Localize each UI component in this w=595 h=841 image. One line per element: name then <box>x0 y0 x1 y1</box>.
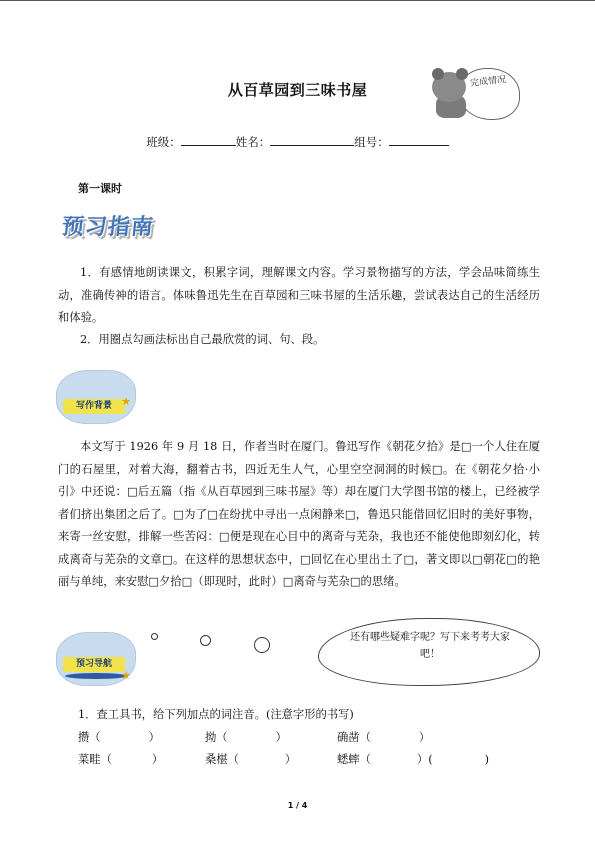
pinyin-item-prefix: 确凿（ <box>337 731 371 744</box>
page-title: 从百草园到三味书屋 <box>227 81 368 99</box>
preview-navigation-badge <box>56 632 136 686</box>
pinyin-row-2-col-2 <box>205 751 296 767</box>
pinyin-row-1-col-3 <box>337 729 430 745</box>
pinyin-row-1-col-2 <box>205 729 287 745</box>
writing-background-badge <box>56 370 136 424</box>
question-1: 1．查工具书，给下列加点的词注音。(注意字形的书写) <box>78 708 354 721</box>
bear-ear-icon <box>432 68 444 80</box>
writing-background-label: 写作背景 <box>63 399 125 414</box>
pinyin-item-suffix: ） <box>418 731 431 744</box>
lesson-heading: 第一课时 <box>78 182 122 195</box>
wave-icon <box>65 673 127 679</box>
thought-cloud-text: 还有哪些疑难字呢？写下来考考大家吧！ <box>350 632 510 660</box>
pinyin-item-suffix: ） <box>275 731 287 744</box>
pinyin-item-prefix: 蟋蟀（ <box>337 753 371 766</box>
pinyin-item-suffix: ） <box>148 731 160 744</box>
top-border-line <box>0 0 595 1</box>
guide-item-2: 2．用圈点勾画法标出自己最欣赏的词、句、段。 <box>80 333 325 346</box>
thought-bubble-dot <box>254 637 270 653</box>
star-icon: ★ <box>121 669 131 682</box>
pinyin-item-suffix: ）( <box>416 753 433 766</box>
background-paragraph: 本文写于 1926 年 9 月 18 日，作者当时在厦门。鲁迅写作《朝花夕拾》是□一个人住在厦门的石屋里，对着大海，翻着古书，四近无生人气，心里空空洞洞的时候□。在《朝花夕拾·小引》中还说：□后五篇（指《从百草园到三味书屋》等）却在厦门大学图书馆的楼上，已经被学者们挤出集团之后了。□为了□在纷扰中寻出一点闲静来□，鲁迅只能借回忆旧时的美好事物，来寄一丝安慰，排解一些苦闷：□便是现在心目中的离奇与芜杂，我也还不能使他即刻幻化，转成离奇与芜杂的文章□。在这样的思想状态中，□回忆在心里出土了□，著文即以□朝花□的艳丽与单纯，来安慰□夕拾□（即现时，此时）□离奇与芜杂□的思绪。 <box>58 440 540 588</box>
name-label: 姓名： <box>235 135 271 149</box>
pinyin-item-prefix: 攒（ <box>78 731 101 744</box>
thought-bubble-dot <box>151 633 158 640</box>
pinyin-row-2-col-3 <box>337 751 489 767</box>
student-info-line <box>0 133 595 150</box>
guide-item-1: 1．有感情地朗读课文，积累字词，理解课文内容。学习景物描写的方法，学会品味简练生动，准确传神的语言。体味鲁迅先生在百草园和三味书屋的生活乐趣，尝试表达自己的生活经历和体验。 <box>58 266 540 324</box>
name-blank[interactable] <box>270 133 354 146</box>
group-label: 组号： <box>354 135 389 149</box>
bear-ear-icon <box>456 68 468 80</box>
star-icon: ★ <box>121 395 131 408</box>
pinyin-item-prefix: 桑椹（ <box>205 753 239 766</box>
thought-bubble-dot <box>200 635 211 646</box>
page-number: 1 / 4 <box>287 801 308 810</box>
pinyin-item-suffix: ) <box>484 753 490 766</box>
pinyin-item-prefix: 菜畦（ <box>78 753 112 766</box>
class-label: 班级： <box>146 135 181 149</box>
class-blank[interactable] <box>181 133 236 146</box>
preview-navigation-label: 预习导航 <box>63 657 125 672</box>
preview-guide-banner: 预习指南 <box>60 215 156 240</box>
pinyin-row-1 <box>78 729 160 745</box>
pinyin-row-2 <box>78 751 163 767</box>
pinyin-item-suffix: ） <box>151 753 164 766</box>
pinyin-item-prefix: 拗（ <box>205 731 228 744</box>
pinyin-item-suffix: ） <box>284 753 297 766</box>
completion-mascot <box>430 66 520 120</box>
group-blank[interactable] <box>389 133 449 146</box>
mascot-cloud-label: 完成情况 <box>469 75 507 89</box>
